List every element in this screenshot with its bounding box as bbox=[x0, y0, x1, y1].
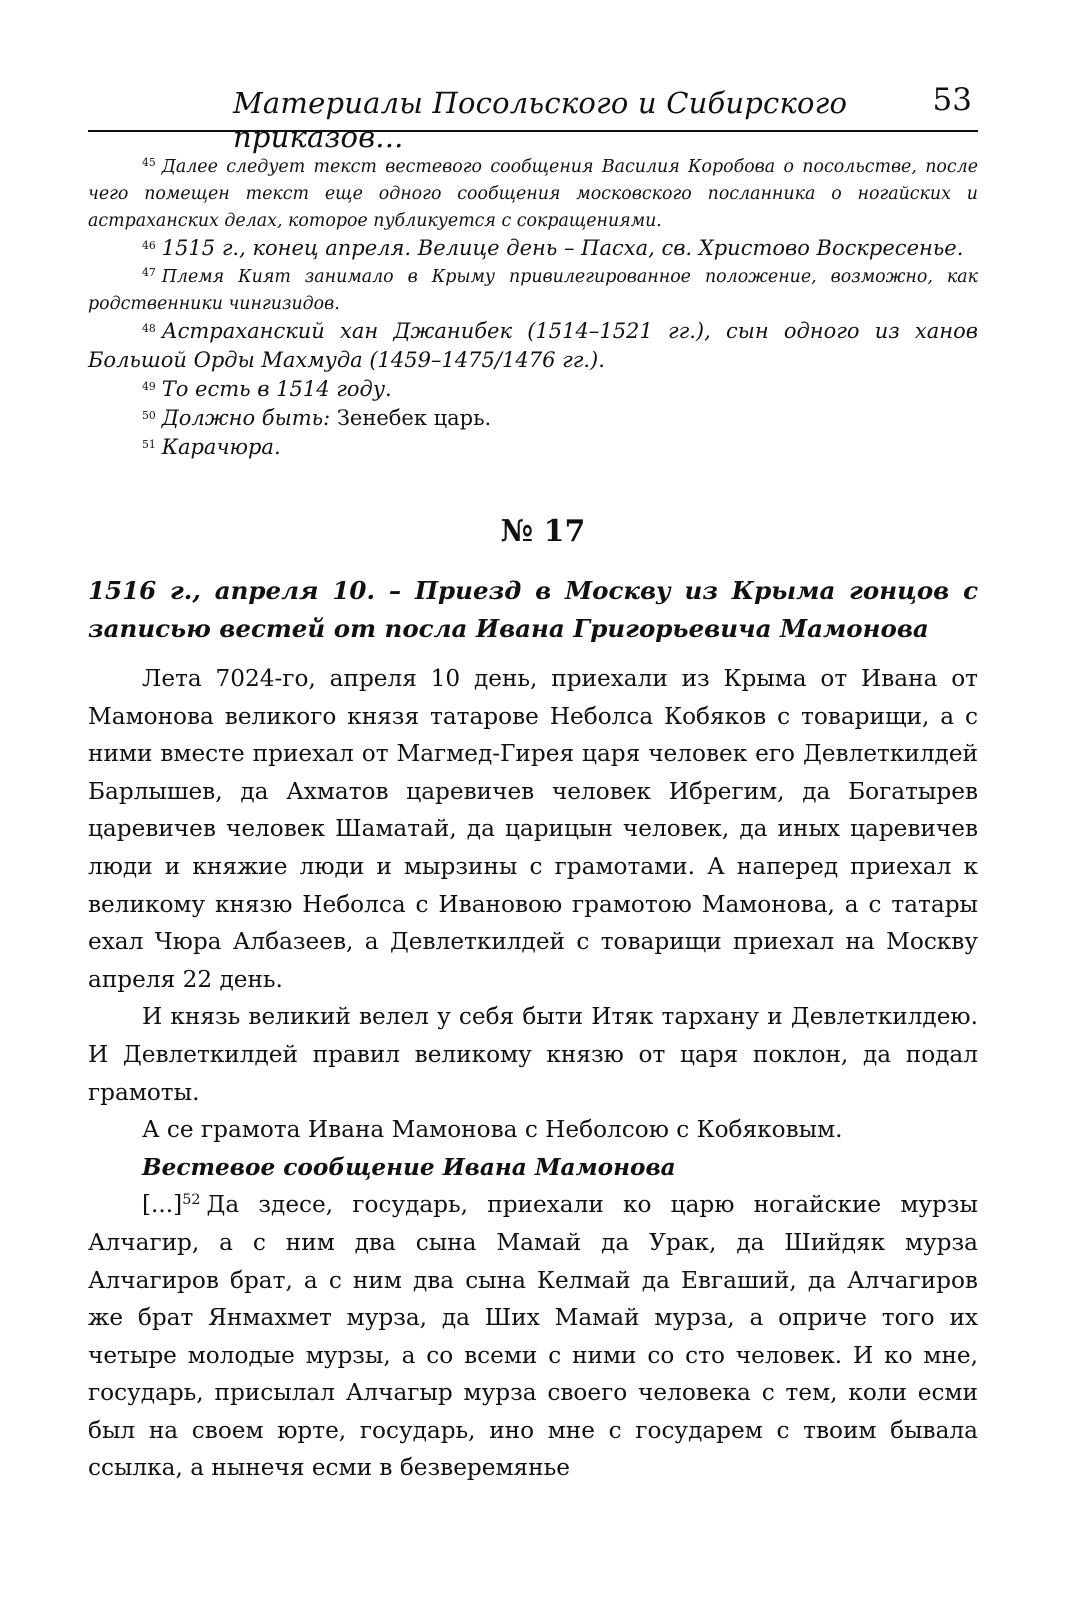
paragraph: И князь великий велел у себя быти Итяк тархану и Девлеткилдею. И Девлеткилдей правил великому князю от царя поклон, да подал грамоты. bbox=[88, 1003, 978, 1106]
footnote-45 bbox=[88, 154, 978, 235]
message-text: Да здесе, государь, приехали ко царю ногайские мурзы Алчагир, а с ним два сына Мамай да Урак, да Шийдяк мурза Алчагиров брат, а с ним два сына Келмай да Евгаший, да Алчагиров же брат Янмахмет мурза, да Ших Мамай мурза, а опричe того их четыре молодые мурзы, а со всеми с ними со сто человек. И ко мне, государь, присылал Алчагыр мурза своего человека с тем, коли есми был на своем юрте, государь, ино мне с государем с твоим бывала ссылка, а нынечя есми в безверемянье bbox=[88, 1191, 978, 1482]
footnote-text: Карачюра. bbox=[161, 435, 281, 459]
footnote-number: 47 bbox=[142, 266, 156, 280]
message-paragraph bbox=[88, 1186, 978, 1487]
footnote-51 bbox=[88, 434, 978, 463]
running-title: Материалы Посольского и Сибирского приказов... bbox=[233, 86, 848, 154]
footnote-number: 51 bbox=[142, 438, 156, 452]
footnote-number: 50 bbox=[142, 409, 156, 423]
footnote-number: 46 bbox=[142, 239, 156, 253]
footnote-text: 1515 г., конец апреля. Велице день – Пасха, св. Христово Воскресенье. bbox=[161, 236, 964, 260]
footnote-number: 48 bbox=[142, 322, 156, 336]
footnote-text: Племя Кият занимало в Крыму привилегированное положение, возможно, как родственники чингизидов. bbox=[88, 267, 978, 314]
footnote-text-italic: Должно быть: bbox=[161, 406, 331, 430]
footnote-number: 49 bbox=[142, 380, 156, 394]
running-header bbox=[88, 82, 978, 154]
footnote-48 bbox=[88, 318, 978, 376]
footnote-text: То есть в 1514 году. bbox=[161, 377, 392, 401]
paragraph: Лета 7024-го, апреля 10 день, приехали из Крыма от Ивана от Мамонова великого князя татарове Неболса Кобяков с товарищи, а с ними вместе приехал от Магмед-Гирея царя человек его Девлеткилдей Барлышев, да Ахматов царевичев человек Ибрегим, да Богатырев царевичев человек Шаматай, да царицын человек, да иных царевичев люди и княжие люди и мырзины с грамотами. А наперед приехал к великому князю Неболса с Ивановою грамотою Мамонова, а с татары ехал Чюра Албазеев, а Девлеткилдей с товарищи приехал на Москву апреля 22 день. bbox=[88, 665, 978, 993]
document-title: 1516 г., апреля 10. – Приезд в Москву из Крыма гонцов с записью вестей от посла Ивана Григорьевича Мамонова bbox=[88, 576, 978, 643]
footnote-number: 45 bbox=[142, 156, 156, 170]
footnotes bbox=[88, 154, 978, 463]
footnote-46 bbox=[88, 235, 978, 264]
document-body bbox=[88, 660, 978, 1487]
footnote-text: Астраханский хан Джанибек (1514–1521 гг.), сын одного из ханов Большой Орды Махмуда (1459–1475/1476 гг.). bbox=[88, 319, 978, 372]
footnote-47 bbox=[88, 264, 978, 318]
ellipsis-marker: [...] bbox=[142, 1191, 183, 1219]
footnote-text: Далее следует текст вестевого сообщения Василия Коробова о посольстве, после чего помещен текст еще одного сообщения московского посланника о ногайских и астраханских делах, которое публикуется с сокращениями. bbox=[88, 157, 978, 231]
footnote-text-roman: Зенебек царь. bbox=[330, 406, 492, 430]
paragraph: А се грамота Ивана Мамонова с Неболсою с Кобяковым. bbox=[142, 1116, 843, 1144]
document-number: № 17 bbox=[500, 514, 586, 549]
footnote-reference: 52 bbox=[182, 1192, 201, 1209]
section-subheading: Вестевое сообщение Ивана Мамонова bbox=[142, 1153, 676, 1181]
page-number: 53 bbox=[932, 82, 972, 118]
footnote-49 bbox=[88, 376, 978, 405]
footnote-50 bbox=[88, 405, 978, 434]
